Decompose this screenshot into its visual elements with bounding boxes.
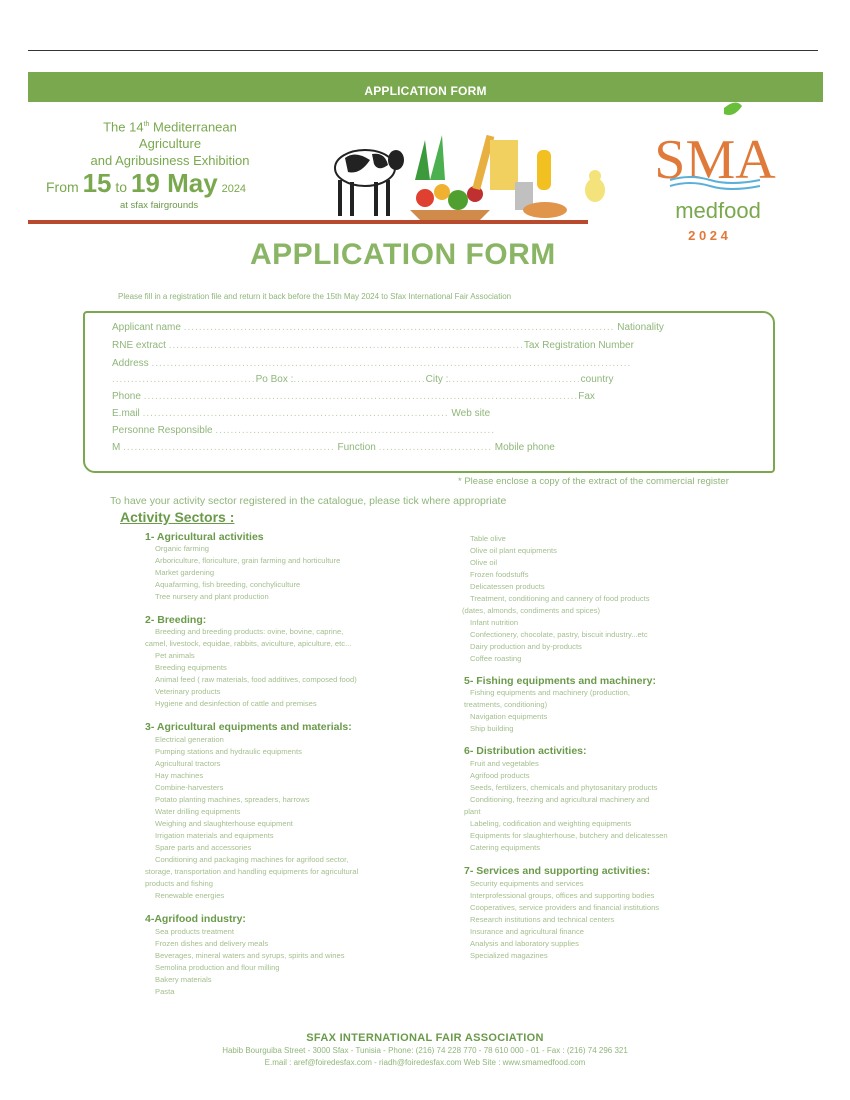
checkbox-item[interactable]: Arboriculture, floriculture, grain farming and horticulture (155, 556, 341, 565)
checkbox-item[interactable]: Delicatessen products (470, 582, 545, 591)
checkbox-item[interactable]: Pet animals (155, 651, 195, 660)
sector-1-list (155, 543, 340, 603)
checkbox-item[interactable]: Table olive (470, 534, 506, 543)
checkbox-item[interactable]: Coffee roasting (470, 654, 522, 663)
pobox-row[interactable]: ......................................Po Box :...................................City :...................................country (112, 374, 614, 385)
basket-icon (410, 210, 490, 220)
rne-label: RNE extract (112, 340, 166, 351)
exhibition-line1-pre: The 14 (103, 119, 144, 135)
checkbox-item[interactable]: Hygiene and desinfection of cattle and premises (155, 699, 317, 708)
city-label: City : (425, 374, 449, 385)
pasta-icon (490, 140, 518, 190)
phone-row[interactable]: Phone ...................................................................................................................Fax (112, 391, 595, 402)
footer-org: SFAX INTERNATIONAL FAIR ASSOCIATION (306, 1032, 544, 1044)
checkbox-item[interactable]: Pumping stations and hydraulic equipments (155, 747, 302, 756)
function-row[interactable]: M ........................................................ Function .............................. Mobile phone (112, 442, 555, 453)
checkbox-item[interactable]: Agricultural tractors (155, 759, 221, 768)
sector-5-list (464, 687, 630, 735)
checkbox-item[interactable]: Breeding equipments (155, 663, 227, 672)
checkbox-item[interactable]: Ship building (470, 724, 514, 733)
register-instruction: To have your activity sector registered in the catalogue, please tick where appropriate (110, 495, 507, 507)
checkbox-item[interactable]: Research institutions and technical centers (470, 915, 615, 924)
checkbox-item-cont[interactable]: storage, transportation and handling equipments for agricultural (145, 867, 359, 876)
nationality-label: Nationality (617, 322, 664, 333)
date-year: 2024 (221, 183, 247, 195)
instructions: Please fill in a registration file and return it back before the 15th May 2024 to Sfax International Fair Association (118, 292, 512, 301)
date-start: 15 (82, 168, 112, 198)
date-from: From (46, 179, 79, 195)
sector-7-title: 7- Services and supporting activities: (464, 865, 651, 877)
checkbox-item[interactable]: Irrigation materials and equipments (155, 831, 274, 840)
checkbox-item[interactable]: Sea products treatment (155, 927, 234, 936)
person-row[interactable]: Personne Responsible .......................................................................... (112, 425, 496, 436)
checkbox-item[interactable]: Animal feed ( raw materials, food additives, composed food) (155, 675, 357, 684)
header-banner: APPLICATION FORM (28, 72, 823, 102)
function-label: Function (337, 442, 376, 453)
checkbox-item[interactable]: Hay machines (155, 771, 204, 780)
website-label: Web site (451, 408, 491, 419)
checkbox-item[interactable]: Cooperatives, service providers and financial institutions (470, 903, 660, 912)
exhibition-line2: Agriculture (138, 136, 202, 152)
exhibition-line1-post: Mediterranean (149, 119, 237, 135)
checkbox-item-cont[interactable]: camel, livestock, equidae, rabbits, aviculture, apiculture, etc... (145, 639, 352, 648)
address-label: Address (112, 358, 149, 369)
checkbox-item[interactable]: Bakery materials (155, 975, 212, 984)
sma-medfood-logo (650, 100, 780, 250)
checkbox-item[interactable]: Agrifood products (470, 771, 530, 780)
venue: at sfax fairgrounds (120, 200, 199, 211)
phone-label: Phone (112, 391, 141, 402)
checkbox-item-cont[interactable]: treatments, conditioning) (464, 700, 548, 709)
logo-year: 2 0 2 4 (688, 228, 728, 243)
checkbox-item[interactable]: Semolina production and flour milling (155, 963, 280, 972)
checkbox-item[interactable]: Market gardening (155, 568, 215, 577)
checkbox-item[interactable]: Navigation equipments (470, 712, 548, 721)
sector-5-title: 5- Fishing equipments and machinery: (464, 675, 656, 687)
email-row[interactable]: E.mail ................................................................................. Web site (112, 408, 491, 419)
checkbox-item[interactable]: Catering equipments (470, 843, 541, 852)
email-label: E.mail (112, 408, 140, 419)
checkbox-item[interactable]: Tree nursery and plant production (155, 592, 269, 601)
address-row[interactable]: Address ............................................................................................................................... (112, 358, 632, 369)
footer-address: Habib Bourguiba Street - 3000 Sfax - Tunisia - Phone: (216) 74 228 770 - 78 610 000 - 01 - Fax : (216) 74 296 321 (222, 1046, 628, 1055)
checkbox-item[interactable]: Breeding and breeding products: ovine, bovine, caprine, (155, 627, 344, 636)
agrifood-continued-list (462, 533, 650, 665)
rne-row[interactable]: RNE extract ..............................................................................................Tax Registration Number (112, 340, 634, 351)
logo-sub: medfood (675, 198, 761, 223)
checkbox-item[interactable]: Dairy production and by-products (470, 642, 582, 651)
leaf-icon (724, 102, 742, 115)
person-label: Personne Responsible (112, 425, 213, 436)
checkbox-item[interactable]: Olive oil plant equipments (470, 546, 557, 555)
checkbox-item[interactable]: Conditioning, freezing and agricultural machinery and (470, 795, 650, 804)
checkbox-item[interactable]: Pasta (155, 987, 175, 996)
exhibition-title (40, 116, 300, 169)
applicant-name-row[interactable]: Applicant name .................................................................................................................. Nationality (112, 322, 664, 333)
checkbox-item[interactable]: Security equipments and services (470, 879, 584, 888)
checkbox-item[interactable]: Veterinary products (155, 687, 221, 696)
checkbox-item[interactable]: Labeling, codification and weighting equipments (470, 819, 632, 828)
checkbox-item[interactable]: Fruit and vegetables (470, 759, 539, 768)
checkbox-item[interactable]: Renewable energies (155, 891, 225, 900)
checkbox-item[interactable]: Specialized magazines (470, 951, 548, 960)
mobile-label: Mobile phone (494, 442, 555, 453)
sector-3-title: 3- Agricultural equipments and materials: (145, 721, 352, 733)
sector-6-title: 6- Distribution activities: (464, 745, 587, 757)
tax-reg-label: Tax Registration Number (523, 340, 634, 351)
fax-label: Fax (578, 391, 595, 402)
logo-mark: SMA (654, 129, 776, 191)
checkbox-item[interactable]: Analysis and laboratory supplies (470, 939, 579, 948)
sector-2-list (145, 626, 357, 710)
exhibition-dates (46, 168, 246, 199)
checkbox-item[interactable]: Treatment, conditioning and cannery of food products (470, 594, 650, 603)
agrifood-illustration (330, 120, 610, 230)
exhibition-line3: and Agribusiness Exhibition (90, 153, 250, 169)
applicant-name-label: Applicant name (112, 322, 181, 333)
checkbox-item[interactable]: Weighing and slaughterhouse equipment (155, 819, 293, 828)
sector-4-list (155, 926, 345, 998)
pobox-label: Po Box : (255, 374, 294, 385)
checkbox-item-cont[interactable]: products and fishing (145, 879, 213, 888)
footer-contact: E.mail : aref@foiredesfax.com - riadh@foiredesfax.com Web Site : www.smamedfood.com (264, 1058, 586, 1067)
checkbox-item[interactable]: Water drilling equipments (155, 807, 241, 816)
checkbox-item[interactable]: Aquafarming, fish breeding, conchyliculture (155, 580, 301, 589)
sector-3-list (145, 734, 358, 902)
sector-2-title: 2- Breeding: (145, 614, 207, 626)
enclose-note: * Please enclose a copy of the extract of the commercial register (458, 476, 729, 487)
sector-4-title: 4-Agrifood industry: (145, 913, 246, 925)
checkbox-item[interactable]: Fishing equipments and machinery (production, (470, 688, 630, 697)
page-title: APPLICATION FORM (250, 238, 556, 271)
checkbox-item[interactable]: Insurance and agricultural finance (470, 927, 584, 936)
top-rule (28, 50, 818, 51)
checkbox-item[interactable]: Combine-harvesters (155, 783, 224, 792)
exhibition-line1 (40, 116, 300, 135)
country-label: country (580, 374, 614, 385)
checkbox-item[interactable]: Equipments for slaughterhouse, butchery and delicatessen (470, 831, 668, 840)
checkbox-item[interactable]: Olive oil (470, 558, 498, 567)
checkbox-item[interactable]: Frozen dishes and delivery meals (155, 939, 269, 948)
checkbox-item[interactable]: Frozen foodstuffs (470, 570, 529, 579)
checkbox-item-cont[interactable]: plant (464, 807, 481, 816)
sector-1-title: 1- Agricultural activities (145, 531, 264, 543)
checkbox-item[interactable]: Electrical generation (155, 735, 224, 744)
activity-sectors-heading: Activity Sectors : (120, 509, 235, 525)
sector-7-list (464, 878, 659, 962)
sector-6-list (464, 758, 668, 854)
checkbox-item[interactable]: Conditioning and packaging machines for agrifood sector, (155, 855, 349, 864)
mr-label: M (112, 442, 121, 453)
date-to: to (115, 179, 128, 195)
checkbox-item[interactable]: Potato planting machines, spreaders, harrows (155, 795, 310, 804)
date-end: 19 May (130, 168, 218, 198)
checkbox-item-cont[interactable]: (dates, almonds, condiments and spices) (462, 606, 601, 615)
checkbox-item[interactable]: Interprofessional groups, offices and supporting bodies (470, 891, 655, 900)
checkbox-item[interactable]: Spare parts and accessories (155, 843, 252, 852)
checkbox-item[interactable]: Seeds, fertilizers, chemicals and phytosanitary products (470, 783, 658, 792)
checkbox-item[interactable]: Beverages, mineral waters and syrups, spirits and wines (155, 951, 345, 960)
checkbox-item[interactable]: Infant nutrition (470, 618, 519, 627)
bottle-icon (537, 150, 551, 190)
exhibition-line1-sup: th (143, 121, 150, 128)
checkbox-item[interactable]: Organic farming (155, 544, 210, 553)
checkbox-item[interactable]: Confectionery, chocolate, pastry, biscuit industry...etc (470, 630, 648, 639)
